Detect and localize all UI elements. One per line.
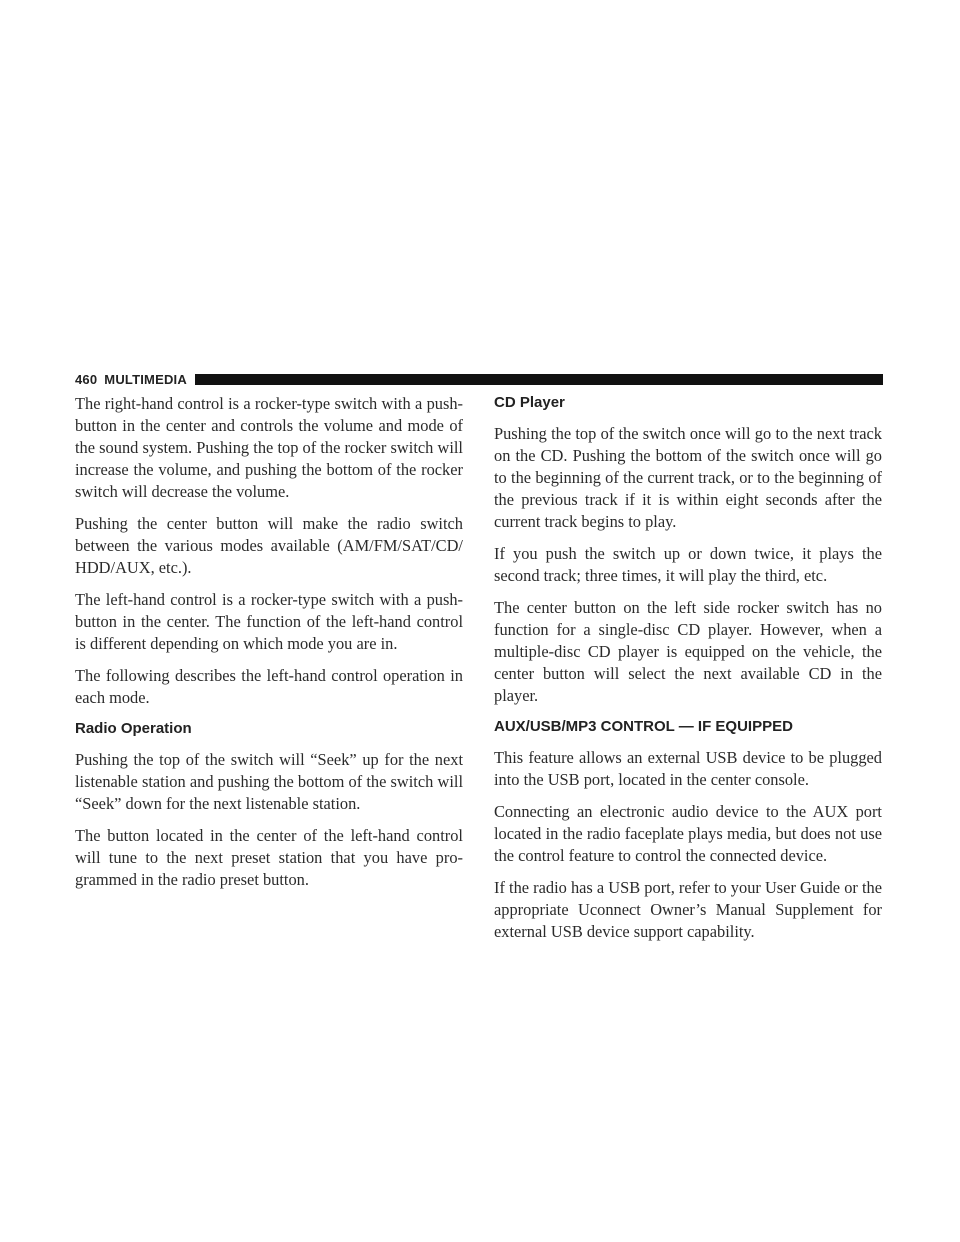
page-header <box>75 372 883 386</box>
header-rule <box>195 374 883 385</box>
paragraph: This feature allows an external USB device to be plugged into the USB port, located in the center console. <box>494 748 882 789</box>
section-name: MULTIMEDIA <box>104 371 187 387</box>
paragraph: Pushing the top of the switch once will go to the next track on the CD. Pushing the bottom of the switch once will go to the beginning of the current track, or to the beginning of the previous track if it is within eight seconds after the current track begins to play. <box>494 424 882 531</box>
paragraph: Connecting an electronic audio device to the AUX port located in the radio faceplate plays media, but does not use the control feature to control the connected device. <box>494 802 882 865</box>
paragraph: The center button on the left side rocker switch has no function for a single-disc CD player. However, when a multiple-disc CD player is equipped on the vehicle, the center button will select the next available CD in the player. <box>494 598 882 705</box>
heading-cd-player: CD Player <box>494 394 565 411</box>
left-column <box>75 393 463 901</box>
page-number: 460 <box>75 371 98 387</box>
heading-aux-usb-mp3: AUX/USB/MP3 CONTROL — IF EQUIPPED <box>494 718 793 735</box>
paragraph: The button located in the center of the left-hand control will tune to the next preset station that you have pro-grammed in the radio preset button. <box>75 826 463 889</box>
paragraph: Pushing the center button will make the radio switch between the various modes available (AM/FM/SAT/CD/ HDD/AUX, etc.). <box>75 514 463 577</box>
right-column <box>494 393 882 953</box>
paragraph: The right-hand control is a rocker-type switch with a push-button in the center and controls the volume and mode of the sound system. Pushing the top of the rocker switch will increase the volume, and pushing the bottom of the rocker switch will decrease the volume. <box>75 394 463 501</box>
paragraph: The left-hand control is a rocker-type switch with a push-button in the center. The function of the left-hand control is different depending on which mode you are in. <box>75 590 463 653</box>
paragraph: Pushing the top of the switch will “Seek” up for the next listenable station and pushing the bottom of the switch will “Seek” down for the next listenable station. <box>75 750 463 813</box>
paragraph: The following describes the left-hand control operation in each mode. <box>75 666 463 707</box>
paragraph: If you push the switch up or down twice, it plays the second track; three times, it will play the third, etc. <box>494 544 882 585</box>
heading-radio-operation: Radio Operation <box>75 720 192 737</box>
paragraph: If the radio has a USB port, refer to your User Guide or the appropriate Uconnect Owner’s Manual Supplement for external USB device support capability. <box>494 878 882 941</box>
